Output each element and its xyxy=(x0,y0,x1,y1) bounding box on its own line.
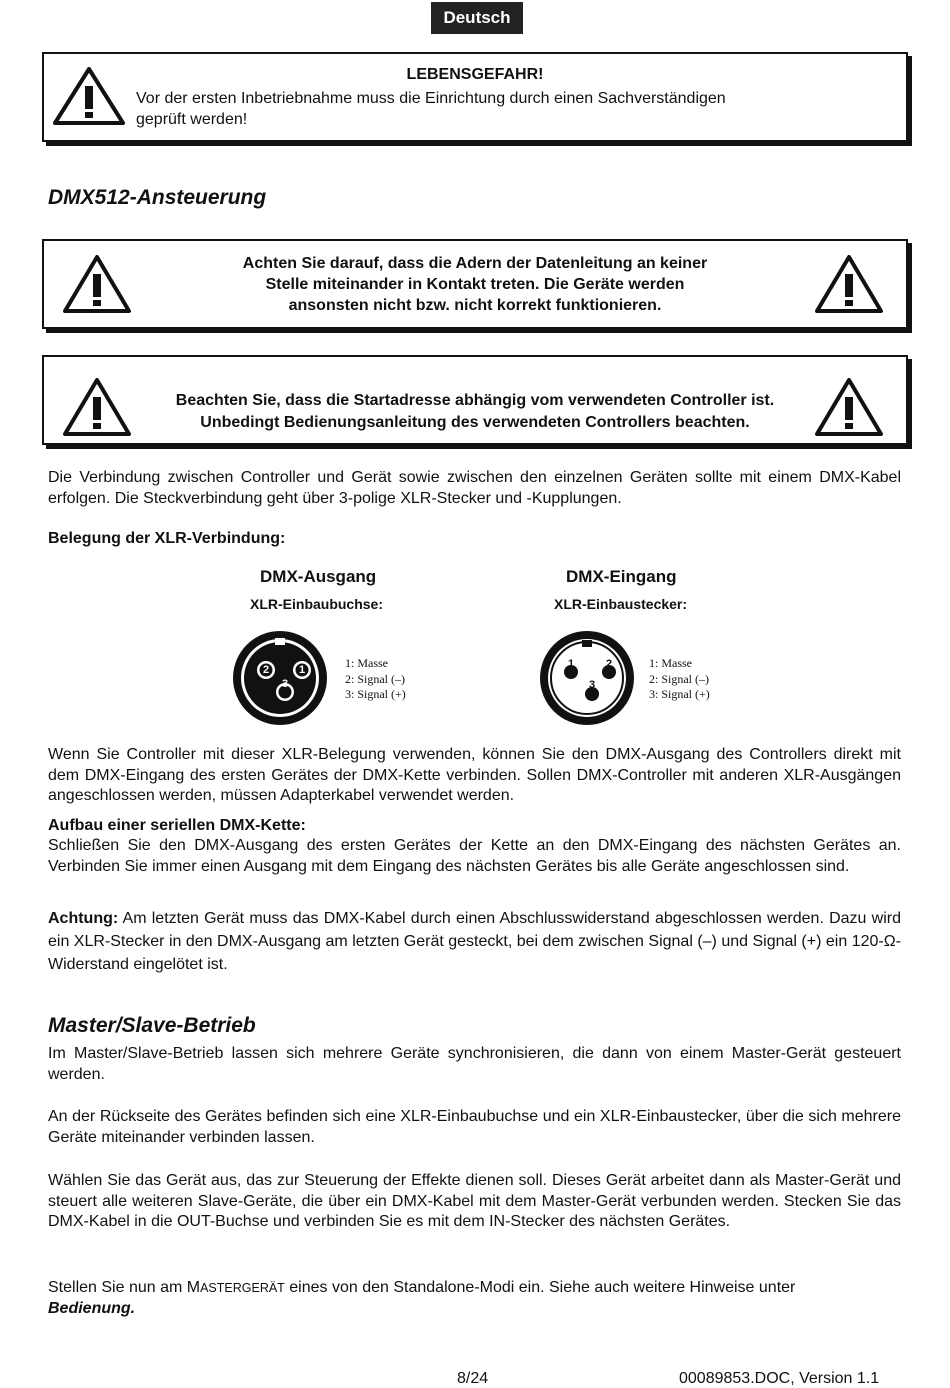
pin-label: 1 xyxy=(298,664,306,676)
bedienung-reference: Bedienung. xyxy=(48,1299,136,1317)
xlr-assignment-heading: Belegung der XLR-Verbindung: xyxy=(48,530,286,547)
pin-label: 2 xyxy=(605,658,613,670)
paragraph-attention xyxy=(48,907,901,976)
pin-label: 1 xyxy=(567,658,575,670)
pin-legend-output: 1: Masse 2: Signal (–) 3: Signal (+) xyxy=(345,656,406,701)
warning-text-data-lines: Achten Sie darauf, dass die Adern der Datenleitung an keiner Stelle miteinander in Kontakt treten. Die Geräte werden ansonsten nicht bzw. nicht korrekt funktionieren. xyxy=(242,255,708,314)
document-version: 00089853.DOC, Version 1.1 xyxy=(679,1370,880,1387)
attention-label: Achtung: xyxy=(48,910,119,927)
chain-heading: Aufbau einer seriellen DMX-Kette: xyxy=(48,817,306,834)
paragraph-dmx-intro: Die Verbindung zwischen Controller und Gerät sowie zwischen den einzelnen Geräten sollte mit einem DMX-Kabel erfolgen. Die Steckverbindung geht über 3-polige XLR-Stecker und -Kupplungen. xyxy=(48,469,901,507)
paragraph-controller: Wenn Sie Controller mit dieser XLR-Belegung verwenden, können Sie den DMX-Ausgang des Controllers direkt mit dem DMX-Eingang des ersten Gerätes der DMX-Kette verbinden. Sollen DMX-Controller mit anderen XLR-Ausgängen angeschlossen werden, müssen Adapterkabel verwendet werden. xyxy=(48,746,901,805)
pin-legend-input: 1: Masse 2: Signal (–) 3: Signal (+) xyxy=(649,656,710,701)
connector-title-input: DMX-Eingang xyxy=(566,567,677,586)
attention-text: Am letzten Gerät muss das DMX-Kabel durch einen Abschlusswiderstand abgeschlossen werden. Dazu wird ein XLR-Stecker in den DMX-Ausgang am letzten Gerät gesteckt, bei dem zwischen Signal (–) und Signal (+) ein 120-Ω-Widerstand eingelötet ist. xyxy=(48,910,901,973)
pin-label: 2 xyxy=(262,664,270,676)
connector-subtitle-input: XLR-Einbaustecker: xyxy=(554,596,688,612)
language-badge: Deutsch xyxy=(431,2,523,34)
connector-subtitle-output: XLR-Einbaubuchse: xyxy=(250,596,384,612)
warning-text-start-address: Beachten Sie, dass die Startadresse abhängig vom verwendeten Controller ist. Unbedingt Bedienungsanleitung des verwendeten Controllers beachten. xyxy=(175,392,775,431)
paragraph-master-2: An der Rückseite des Gerätes befinden sich eine XLR-Einbaubuchse und ein XLR-Einbaustecker, über die sich mehrere Geräte miteinander verbinden lassen. xyxy=(48,1108,901,1146)
paragraph-master-1: Im Master/Slave-Betrieb lassen sich mehrere Geräte synchronisieren, die dann von einem Master-Gerät gesteuert werden. xyxy=(48,1045,901,1083)
xlr-socket-icon xyxy=(230,628,330,728)
pin-label: 3 xyxy=(588,679,596,691)
connector-title-output: DMX-Ausgang xyxy=(260,567,377,586)
section-heading-dmx: DMX512-Ansteuerung xyxy=(48,186,267,209)
warning-triangle-icon xyxy=(62,254,132,314)
section-heading-master-slave: Master/Slave-Betrieb xyxy=(48,1014,256,1037)
paragraph-master-4: Stellen Sie nun am MASTERGERÄT eines von den Standalone-Modi ein. Siehe auch weitere Hinweise unter Bedienung. xyxy=(48,1279,796,1317)
paragraph-master-3: Wählen Sie das Gerät aus, das zur Steuerung der Effekte dienen soll. Dieses Gerät arbeitet dann als Master-Gerät und steuert alle weiteren Slave-Geräte, die über ein DMX-Kabel mit dem Master-Gerät verbunden werden. Stecken Sie das DMX-Kabel in die OUT-Buchse und verbinden Sie es mit dem IN-Stecker des nächsten Gerätes. xyxy=(48,1172,901,1231)
page-number: 8/24 xyxy=(457,1370,489,1387)
warning-triangle-icon xyxy=(814,254,884,314)
xlr-plug-icon xyxy=(537,628,637,728)
danger-text: Vor der ersten Inbetriebnahme muss die Einrichtung durch einen Sachverständigen geprüft werden! xyxy=(136,90,726,128)
danger-title: LEBENSGEFAHR! xyxy=(406,66,544,83)
paragraph-chain: Schließen Sie den DMX-Ausgang des ersten Gerätes der Kette an den DMX-Eingang des nächsten Gerätes an. Verbinden Sie immer einen Ausgang mit dem Eingang des nächsten Gerätes bis alle Geräte angeschlossen sind. xyxy=(48,837,901,875)
pin-label: 3 xyxy=(281,678,289,690)
